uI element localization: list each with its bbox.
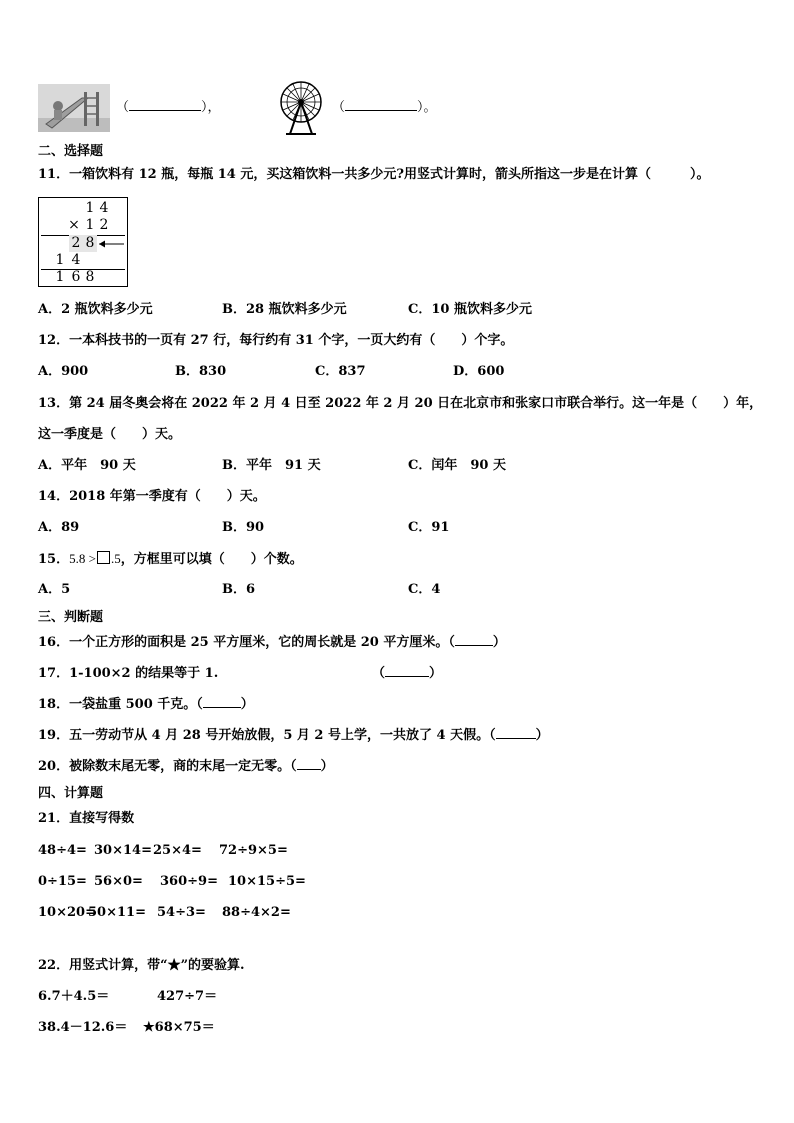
section-choice-heading: 二、选择题 — [38, 144, 104, 159]
q21-item: 30×14= — [94, 843, 152, 858]
q15-text: 15．5.8 > .5，方框里可以填（ ）个数。 — [38, 551, 303, 567]
q14-option-b[interactable]: B．90 — [222, 520, 265, 535]
q11-option-a[interactable]: A．2 瓶饮料多少元 — [38, 302, 153, 317]
q21-item: 25×4= — [153, 843, 202, 858]
q12-option-b[interactable]: B．830 — [175, 364, 227, 379]
q22-title: 22．用竖式计算，带“★”的要验算. — [38, 958, 245, 973]
answer-blank[interactable] — [203, 697, 241, 708]
vertical-multiplication: 1 4 × 1 2 2 8 1 4 1 6 8 — [38, 197, 128, 287]
slide-image — [38, 84, 110, 132]
q21-item: 360÷9= — [160, 874, 218, 889]
q18: 18．一袋盐重 500 千克。（ ） — [38, 697, 254, 712]
q13-option-b[interactable]: B．平年 91 天 — [222, 458, 321, 473]
arrow-left-icon — [97, 238, 125, 250]
q11-option-b[interactable]: B．28 瓶饮料多少元 — [222, 302, 347, 317]
q22-item: 38.4－12.6＝ — [38, 1020, 128, 1035]
q12-option-c[interactable]: C．837 — [315, 364, 366, 379]
q21-item: 50×11= — [88, 905, 146, 920]
q15-option-c[interactable]: C．4 — [408, 582, 441, 597]
q21-item: 10×15÷5= — [228, 874, 306, 889]
q22-item: ★68×75＝ — [143, 1020, 215, 1035]
q21-title: 21．直接写得数 — [38, 811, 135, 826]
q12-text: 12．一本科技书的一页有 27 行，每行约有 31 个字，一页大约有（ ）个字。 — [38, 333, 514, 348]
q11-text: 11．一箱饮料有 12 瓶，每瓶 14 元，买这箱饮料一共多少元?用竖式计算时，箭头所指这一步是在计算（ ）。 — [38, 167, 710, 182]
q11-option-c[interactable]: C．10 瓶饮料多少元 — [408, 302, 532, 317]
q13-text-line2: 这一季度是（ ）天。 — [38, 427, 182, 442]
answer-blank[interactable] — [455, 635, 493, 646]
q17: 17．1-100×2 的结果等于 1. — [38, 666, 219, 681]
q14-option-a[interactable]: A．89 — [38, 520, 80, 535]
answer-blank[interactable] — [385, 666, 429, 677]
blank-2[interactable]: （ ）。 — [332, 100, 437, 115]
q12-option-a[interactable]: A．900 — [38, 364, 89, 379]
q21-item: 10×20= — [38, 905, 96, 920]
q16: 16．一个正方形的面积是 25 平方厘米，它的周长就是 20 平方厘米。（ ） — [38, 635, 506, 650]
q12-option-d[interactable]: D．600 — [453, 364, 505, 379]
q21-item: 54÷3= — [157, 905, 206, 920]
q15-option-a[interactable]: A．5 — [38, 582, 71, 597]
empty-box-icon — [97, 551, 110, 564]
q21-item: 72÷9×5= — [219, 843, 288, 858]
ferris-wheel-image — [272, 78, 330, 136]
q14-option-c[interactable]: C．91 — [408, 520, 450, 535]
q14-text: 14．2018 年第一季度有（ ）天。 — [38, 489, 266, 504]
answer-blank[interactable] — [297, 759, 321, 770]
section-judge-heading: 三、判断题 — [38, 610, 104, 625]
q21-item: 0÷15= — [38, 874, 87, 889]
q21-item: 88÷4×2= — [222, 905, 291, 920]
q21-item: 56×0= — [94, 874, 143, 889]
q13-text-line1: 13．第 24 届冬奥会将在 2022 年 2 月 4 日至 2022 年 2 月 20 日在北京市和张家口市联合举行。这一年是（ ）年， — [38, 396, 763, 411]
blank-1[interactable]: （ ）， — [116, 100, 221, 115]
answer-blank[interactable] — [496, 728, 536, 739]
q22-item: 6.7＋4.5＝ — [38, 989, 110, 1004]
q22-item: 427÷7＝ — [157, 989, 218, 1004]
q20: 20．被除数末尾无零，商的末尾一定无零。（ ） — [38, 759, 334, 774]
q21-item: 48÷4= — [38, 843, 87, 858]
q17-answer: （ ） — [372, 666, 443, 681]
q13-option-a[interactable]: A．平年 90 天 — [38, 458, 136, 473]
q19: 19．五一劳动节从 4 月 28 号开始放假，5 月 2 号上学，一共放了 4 天假。（ ） — [38, 728, 549, 743]
section-calc-heading: 四、计算题 — [38, 786, 104, 801]
q13-option-c[interactable]: C．闰年 90 天 — [408, 458, 506, 473]
q15-option-b[interactable]: B．6 — [222, 582, 256, 597]
